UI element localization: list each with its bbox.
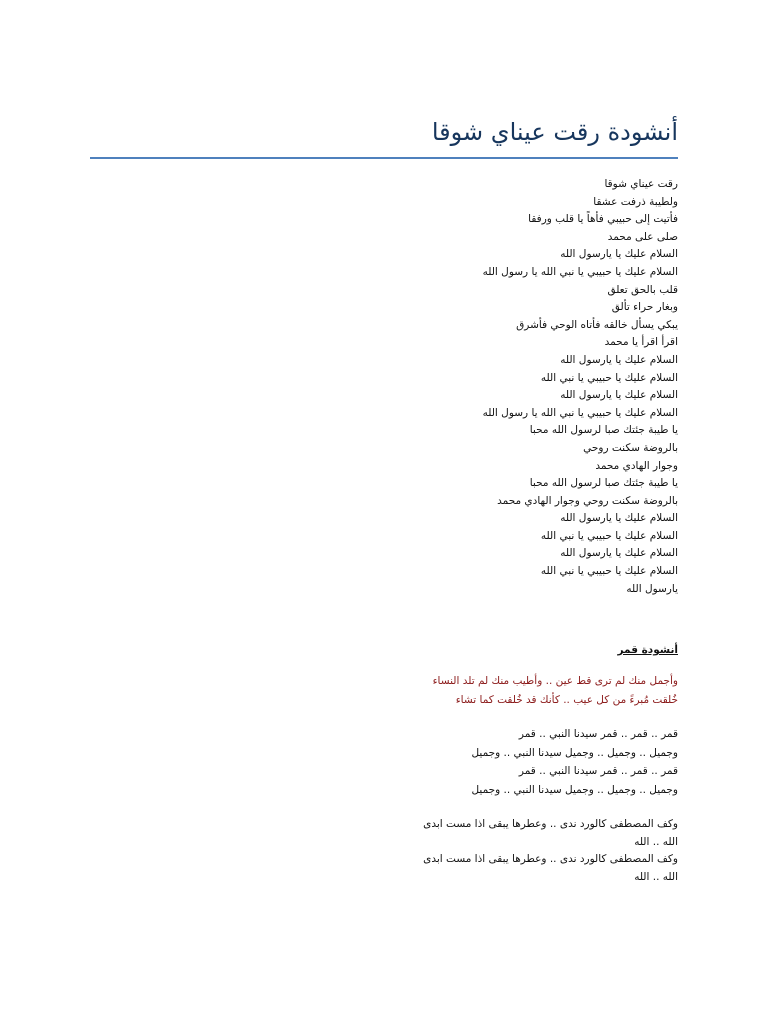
poem-line: السلام عليك يا يارسول الله bbox=[560, 547, 678, 560]
poem-line: وكف المصطفى كالورد ندى .. وعطرها يبقى اذا مست ابدى bbox=[423, 818, 678, 830]
poem-line: قلب بالحق تعلق bbox=[607, 283, 678, 296]
poem-line: اقرأ اقرأ يا محمد bbox=[604, 336, 678, 349]
poem-line: السلام عليك يا حبيبي يا نبي الله bbox=[540, 529, 678, 542]
poem-line: يا طيبة جئتك صبا لرسول الله محبا bbox=[529, 424, 678, 437]
poem-line: السلام عليك يا يارسول الله bbox=[560, 248, 678, 261]
poem-qamar-verse bbox=[358, 816, 678, 886]
poem-line: السلام عليك يا حبيبي يا نبي الله يا رسول الله bbox=[482, 406, 678, 419]
poem-line: السلام عليك يا حبيبي يا نبي الله bbox=[540, 371, 678, 384]
poem-line: رقت عيناي شوقا bbox=[604, 178, 678, 190]
poem-line: السلام عليك يا يارسول الله bbox=[560, 512, 678, 525]
poem-line: السلام عليك يا حبيبي يا نبي الله bbox=[540, 565, 678, 578]
poem-line: وأجمل منك لم ترى قط عين .. وأطيب منك لم تلد النساء bbox=[432, 675, 678, 687]
poem-line: السلام عليك يا يارسول الله bbox=[560, 389, 678, 402]
poem-line: وكف المصطفى كالورد ندى .. وعطرها يبقى اذا مست ابدى bbox=[423, 853, 678, 865]
poem-line: خُلقت مُبرءً من كل عيب .. كأنك قد خُلقت كما تشاء bbox=[455, 694, 678, 706]
section-title-qamar: أنشودة قمر bbox=[617, 644, 678, 656]
poem-qamar-chorus bbox=[358, 725, 678, 799]
poem-line: وجميل .. وجميل .. وجميل سيدنا النبي .. وجميل bbox=[471, 783, 678, 796]
document-title: أنشودة رقت عيناي شوقا bbox=[431, 118, 678, 146]
poem-line: ولطيبة ذرفت عشقا bbox=[593, 195, 678, 208]
poem-line: بالروضة سكنت روحي وجوار الهادي محمد bbox=[497, 494, 678, 507]
poem-line: وبغار حراء تألق bbox=[611, 301, 678, 314]
poem-intro-verses bbox=[358, 672, 678, 710]
poem-line: يبكي يسأل خالقه فأتاه الوحي فأشرق bbox=[516, 318, 678, 331]
poem-line: يا طيبة جئتك صبا لرسول الله محبا bbox=[529, 477, 678, 490]
poem-line: صلى على محمد bbox=[607, 230, 678, 243]
poem-rakat-ainaya bbox=[378, 176, 678, 598]
poem-line: الله .. الله bbox=[634, 835, 678, 848]
title-underline-rule bbox=[90, 157, 678, 159]
poem-line: الله .. الله bbox=[634, 870, 678, 883]
poem-line: السلام عليك يا يارسول الله bbox=[560, 353, 678, 366]
poem-line: فأتيت إلى حبيبي فأهاً يا قلب ورفقا bbox=[528, 213, 678, 226]
poem-line: وجميل .. وجميل .. وجميل سيدنا النبي .. وجميل bbox=[471, 746, 678, 759]
poem-line: قمر .. قمر .. قمر سيدنا النبي .. قمر bbox=[518, 765, 678, 777]
poem-line: وجوار الهادي محمد bbox=[595, 459, 678, 472]
poem-line: قمر .. قمر .. قمر سيدنا النبي .. قمر bbox=[518, 728, 678, 740]
poem-line: يارسول الله bbox=[626, 582, 678, 595]
poem-line: بالروضة سكنت روحي bbox=[583, 441, 678, 454]
poem-line: السلام عليك يا حبيبي يا نبي الله يا رسول الله bbox=[482, 265, 678, 278]
